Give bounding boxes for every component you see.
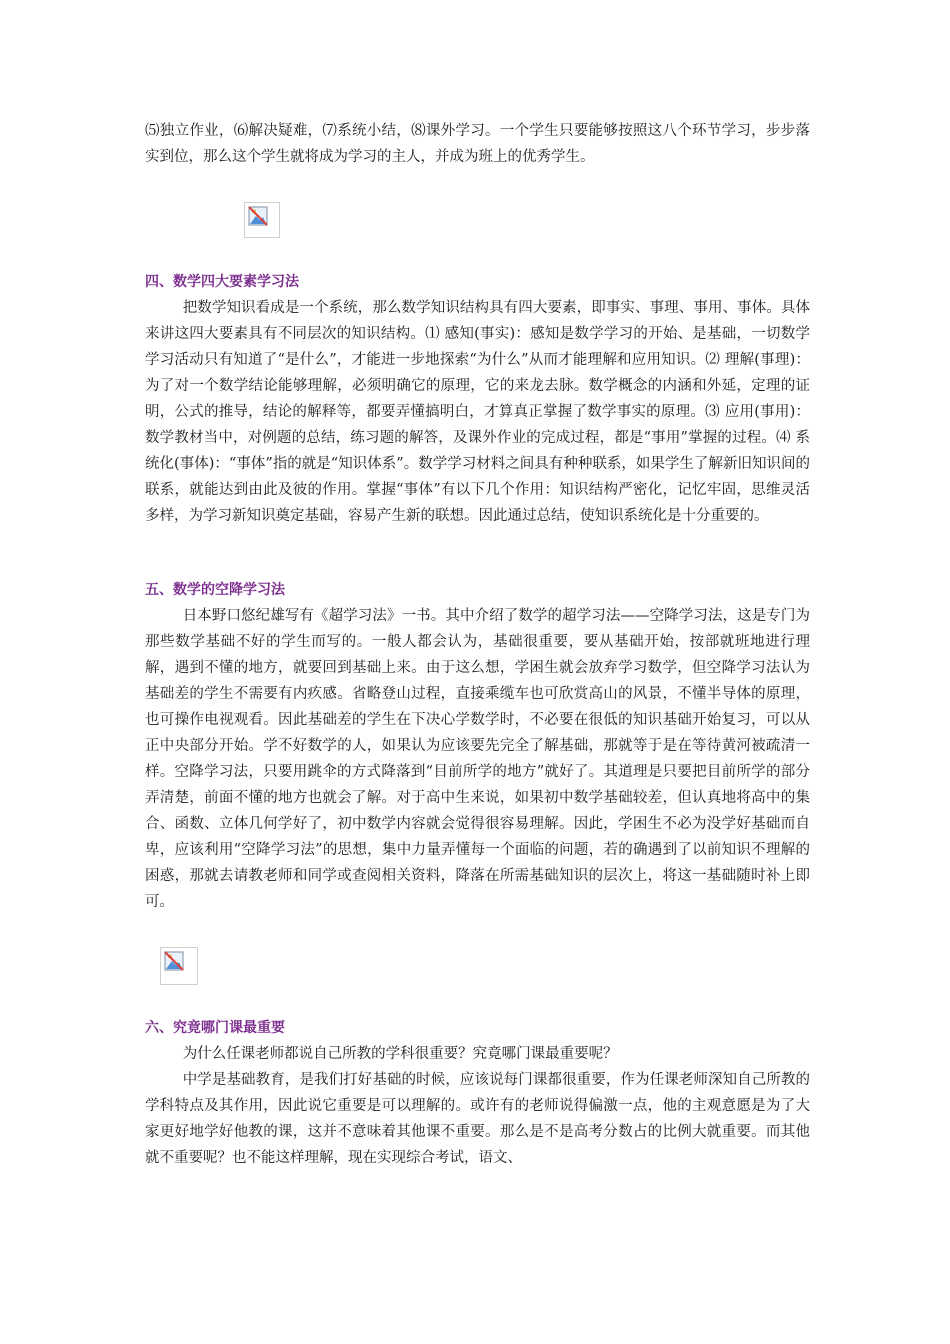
section-5-paragraph: 日本野口悠纪雄写有《超学习法》一书。其中介绍了数学的超学习法——空降学习法，这是专门为那些数学基础不好的学生而写的。一般人都会认为，基础很重要，要从基础开始，按部就班地进行理解，遇到不懂的地方，就要回到基础上来。由于这么想，学困生就会放弃学习数学，但空降学习法认为基础差的学生不需要有内疚感。省略登山过程，直接乘缆车也可欣赏高山的风景，不懂半导体的原理，也可操作电视观看。因此基础差的学生在下决心学数学时，不必要在很低的知识基础开始复习，可以从正中央部分开始。学不好数学的人，如果认为应该要先完全了解基础，那就等于是在等待黄河被疏清一样。空降学习法，只要用跳伞的方式降落到“目前所学的地方”就好了。其道理是只要把目前所学的部分弄清楚，前面不懂的地方也就会了解。对于高中生来说，如果初中数学基础较差，但认真地将高中的集合、函数、立体几何学好了，初中数学内容就会觉得很容易理解。因此，学困生不必为没学好基础而自卑，应该利用“空降学习法”的思想，集中力量弄懂每一个面临的问题，若的确遇到了以前知识不理解的困惑，那就去请教老师和同学或查阅相关资料，降落在所需基础知识的层次上，将这一基础随时补上即可。	[145, 608, 810, 910]
broken-image-icon	[160, 947, 198, 985]
section-6-question: 为什么任课老师都说自己所教的学科很重要？究竟哪门课最重要呢？	[182, 1046, 618, 1062]
broken-image-glyph	[164, 951, 186, 973]
broken-image-icon	[244, 202, 280, 238]
section-6-heading: 六、究竟哪门课最重要	[145, 1020, 285, 1036]
section-4-paragraph: 把数学知识看成是一个系统，那么数学知识结构具有四大要素，即事实、事理、事用、事体。具体来讲这四大要素具有不同层次的知识结构。⑴ 感知(事实)：感知是数学学习的开始、是基础，一切数学学习活动只有知道了“是什么”，才能进一步地探索“为什么”从而才能理解和应用知识。⑵ 理解(事理)：为了对一个数学结论能够理解，必须明确它的原理，它的来龙去脉。数学概念的内涵和外延，定理的证明，公式的推导，结论的解释等，都要弄懂搞明白，才算真正掌握了数学事实的原理。⑶ 应用(事用)：数学教材当中，对例题的总结，练习题的解答，及课外作业的完成过程，都是“事用”掌握的过程。⑷ 系统化(事体)：“事体”指的就是“知识体系”。数学学习材料之间具有种种联系，如果学生了解新旧知识间的联系，就能达到由此及彼的作用。掌握“事体”有以下几个作用：知识结构严密化，记忆牢固，思维灵活多样，为学习新知识奠定基础，容易产生新的联想。因此通过总结，使知识系统化是十分重要的。	[145, 300, 810, 524]
broken-image-glyph	[248, 206, 270, 228]
section-4-heading: 四、数学四大要素学习法	[145, 274, 299, 290]
section-5-heading: 五、数学的空降学习法	[145, 582, 285, 598]
document-page	[145, 118, 810, 1171]
intro-paragraph: ⑸独立作业，⑹解决疑难，⑺系统小结，⑻课外学习。一个学生只要能够按照这八个环节学习，步步落实到位，那么这个学生就将成为学习的主人，并成为班上的优秀学生。	[145, 123, 810, 165]
section-6-paragraph: 中学是基础教育，是我们打好基础的时候，应该说每门课都很重要，作为任课老师深知自己所教的学科特点及其作用，因此说它重要是可以理解的。或许有的老师说得偏激一点，他的主观意愿是为了大家更好地学好他教的课，这并不意味着其他课不重要。那么是不是高考分数占的比例大就重要。而其他就不重要呢？也不能这样理解，现在实现综合考试，语文、	[145, 1072, 810, 1166]
